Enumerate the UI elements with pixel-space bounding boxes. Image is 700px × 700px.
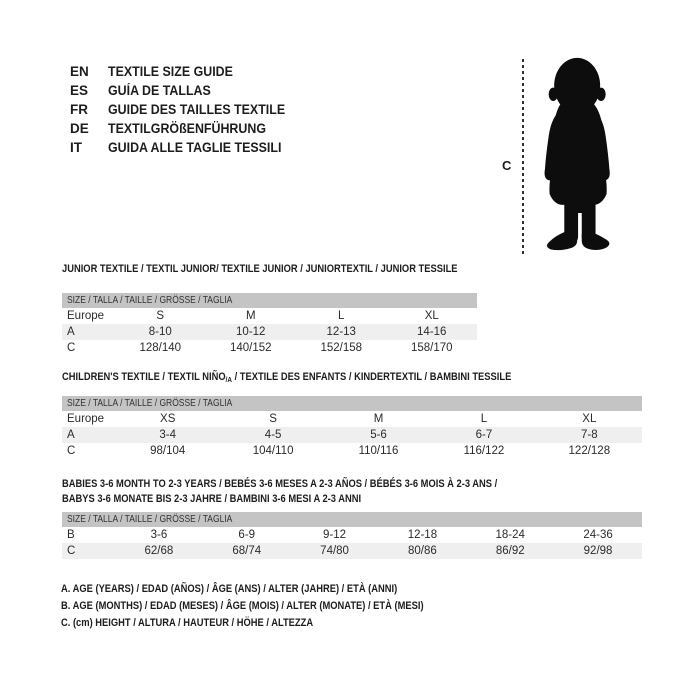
language-row-es	[70, 81, 301, 100]
table-row-europe	[62, 308, 477, 324]
footnote-a: A. AGE (YEARS) / EDAD (AÑOS) / ÂGE (ANS) / ALTER (JAHRE) / ETÀ (ANNI)	[61, 583, 398, 595]
row-label: Europe	[67, 310, 105, 322]
table-row-a	[62, 324, 477, 340]
babies-size-table	[62, 512, 642, 559]
table-cell: S	[156, 310, 165, 322]
toddler-silhouette-image	[533, 56, 625, 257]
table-cell: XL	[582, 413, 597, 425]
table-row-a	[62, 427, 642, 443]
table-cell: S	[269, 413, 277, 425]
table-row-c	[62, 340, 477, 356]
language-code: EN	[70, 64, 89, 79]
row-label: C	[67, 545, 76, 557]
language-title-block	[70, 62, 301, 157]
language-row-it	[70, 138, 301, 157]
table-row-c	[62, 443, 642, 459]
table-cell: 5-6	[370, 429, 387, 441]
table-cell: 14-16	[417, 326, 447, 338]
table-cell: 116/122	[463, 445, 505, 457]
table-row-c	[62, 543, 642, 559]
table-cell: M	[373, 413, 384, 425]
table-cell: 12-13	[326, 326, 356, 338]
size-header-label: SIZE / TALLA / TAILLE / GRÖSSE / TAGLIA	[67, 398, 233, 409]
size-header-bar	[62, 293, 477, 308]
row-label: A	[67, 429, 75, 441]
size-header-bar	[62, 512, 642, 527]
table-cell: 12-18	[407, 529, 438, 541]
children-title-sub: /A	[225, 375, 232, 384]
height-measure-dashed-line	[522, 59, 524, 257]
table-cell: 128/140	[139, 342, 182, 354]
table-cell: 6-9	[238, 529, 256, 541]
row-label: B	[67, 529, 75, 541]
table-cell: 158/170	[410, 342, 453, 354]
row-label: C	[67, 342, 76, 354]
footnote-c: C. (cm) HEIGHT / ALTURA / HAUTEUR / HÖHE / ALTEZZA	[61, 617, 314, 629]
table-cell: 86/92	[495, 545, 525, 557]
table-cell: 140/152	[229, 342, 272, 354]
row-label: Europe	[67, 413, 105, 425]
table-cell: 24-36	[583, 529, 613, 541]
language-row-fr	[70, 100, 301, 119]
table-cell: 3-4	[159, 429, 177, 441]
table-cell: 74/80	[320, 545, 349, 557]
junior-section-title: JUNIOR TEXTILE / TEXTIL JUNIOR/ TEXTILE JUNIOR / JUNIORTEXTIL / JUNIOR TESSILE	[62, 263, 458, 275]
table-cell: 80/86	[408, 545, 437, 557]
language-title: GUÍA DE TALLAS	[108, 83, 211, 98]
table-cell: L	[480, 413, 488, 425]
table-cell: 7-8	[581, 429, 598, 441]
language-code: DE	[70, 121, 89, 136]
size-header-label: SIZE / TALLA / TAILLE / GRÖSSE / TAGLIA	[67, 514, 233, 525]
row-label: C	[67, 445, 76, 457]
language-title: TEXTILE SIZE GUIDE	[108, 64, 233, 79]
size-header-label: SIZE / TALLA / TAILLE / GRÖSSE / TAGLIA	[67, 295, 233, 306]
language-code: IT	[70, 140, 82, 155]
table-cell: 110/116	[358, 445, 399, 457]
footnotes-block	[61, 581, 488, 632]
table-cell: 92/98	[583, 545, 613, 557]
table-cell: 8-10	[148, 326, 172, 338]
table-cell: 62/68	[144, 545, 174, 557]
language-title: GUIDA ALLE TAGLIE TESSILI	[108, 140, 282, 155]
language-row-de	[70, 119, 301, 138]
table-cell: 4-5	[264, 429, 282, 441]
footnote-b: B. AGE (MONTHS) / EDAD (MESES) / ÂGE (MOIS) / ALTER (MONATE) / ETÀ (MESI)	[61, 600, 424, 612]
table-cell: 122/128	[568, 445, 611, 457]
junior-size-table	[62, 293, 477, 356]
table-cell: XL	[424, 310, 439, 322]
table-row-europe	[62, 411, 642, 427]
children-section-title	[62, 371, 511, 386]
table-cell: 152/158	[320, 342, 363, 354]
table-cell: 10-12	[236, 326, 266, 338]
table-cell: 18-24	[495, 529, 525, 541]
table-cell: 104/110	[252, 445, 294, 457]
table-cell: L	[338, 310, 345, 322]
table-cell: 3-6	[150, 529, 168, 541]
babies-title-line2: BABYS 3-6 MONATE BIS 2-3 JAHRE / BAMBINI 3-6 MESI A 2-3 ANNI	[62, 493, 362, 505]
babies-title-line1: BABIES 3-6 MONTH TO 2-3 YEARS / BEBÉS 3-6 MESES A 2-3 AÑOS / BÉBÉS 3-6 MOIS À 2-3 ANS /	[62, 478, 498, 490]
babies-section-title	[62, 477, 497, 507]
language-title: TEXTILGRÖßENFÜHRUNG	[108, 121, 267, 136]
height-marker-label: C	[502, 158, 512, 173]
children-title-main: CHILDREN'S TEXTILE / TEXTIL NIÑO	[62, 371, 226, 383]
language-code: FR	[70, 102, 88, 117]
row-label: A	[67, 326, 75, 338]
language-code: ES	[70, 83, 89, 98]
table-cell: 68/74	[232, 545, 262, 557]
size-header-bar	[62, 396, 642, 411]
children-size-table	[62, 396, 642, 459]
language-row-en	[70, 62, 301, 81]
children-title-rest: / TEXTILE DES ENFANTS / KINDERTEXTIL / BAMBINI TESSILE	[231, 371, 512, 383]
table-cell: M	[245, 310, 256, 322]
language-title: GUIDE DES TAILLES TEXTILE	[108, 102, 286, 117]
table-cell: 98/104	[150, 445, 186, 457]
table-cell: 6-7	[475, 429, 493, 441]
table-cell: 9-12	[323, 529, 347, 541]
table-row-b	[62, 527, 642, 543]
table-cell: XS	[160, 413, 176, 425]
